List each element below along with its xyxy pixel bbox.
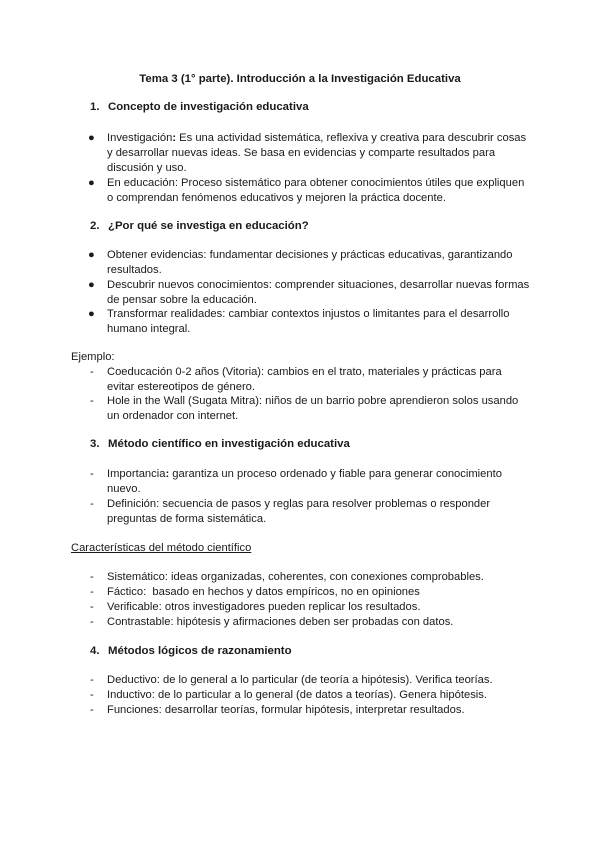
item-term: Sistemático [107,571,165,583]
item-text: comprender situaciones, desarrollar nuevas formas de pensar sobre la educación. [107,279,530,306]
list-item [90,585,532,600]
bullet-marker: ● [88,308,95,320]
list-item [90,394,532,424]
dash-marker: - [90,498,94,510]
dash-marker: - [90,571,94,583]
list-item [88,307,532,337]
section-title: Concepto de investigación educativa [108,101,309,113]
item-term: Transformar realidades [107,308,223,320]
item-separator: : [158,601,162,613]
item-term: En educación [107,177,175,189]
bullet-marker: ● [88,177,95,189]
dash-marker: - [90,468,94,480]
item-term: Obtener evidencias [107,249,204,261]
list-item [90,570,532,585]
item-term: Inductivo [107,689,152,701]
item-separator: : [170,616,174,628]
list-item [90,688,532,703]
item-text: Es una actividad sistemática, reflexiva y creativa para descubrir cosas y desarrollar nuevas ideas. Se basa en evidencias y comparte resultados para discusión y uso. [107,132,527,174]
item-separator: : [164,571,168,583]
bullet-marker: ● [88,279,95,291]
section-3-heading [90,438,350,450]
item-separator: : [222,308,226,320]
item-separator: : [156,674,160,686]
item-text: ideas organizadas, coherentes, con conexiones comprobables. [167,571,484,583]
item-separator: : [143,586,147,598]
section-4-heading [90,645,292,657]
list-item [90,365,532,395]
item-term: Verificable [107,601,159,613]
section-number: 1. [90,101,100,113]
item-text: otros investigadores pueden replicar los resultados. [161,601,421,613]
subheading: Características del método científico [71,542,252,554]
dash-marker: - [90,601,94,613]
item-term: Fáctico [107,586,144,598]
list-item [90,673,532,688]
item-text: hipótesis y afirmaciones deben ser probadas con datos. [173,616,454,628]
item-term: Deductivo [107,674,157,686]
section-2-heading [90,220,309,232]
list-item [90,467,532,497]
item-separator: : [268,279,272,291]
example-label: Ejemplo: [71,351,115,363]
dash-marker: - [90,689,94,701]
list-item [90,497,532,527]
item-separator: : [158,704,162,716]
section-number: 4. [90,645,100,657]
item-text: basado en hechos y datos empíricos, no en opiniones [146,586,420,598]
item-separator: : [258,395,263,407]
item-text: niños de un barrio pobre aprendieron solos usando un ordenador con internet. [107,395,519,422]
list-item [88,278,532,308]
item-term: Funciones [107,704,159,716]
dash-marker: - [90,366,94,378]
list-item [90,703,532,718]
item-separator: : [174,177,178,189]
item-term: Importancia [107,468,166,480]
item-text: cambios en el trato, materiales y prácticas para evitar estereotipos de género. [107,366,502,393]
item-text: garantiza un proceso ordenado y fiable para generar conocimiento nuevo. [107,468,502,495]
item-text: fundamentar decisiones y prácticas educativas, garantizando resultados. [107,249,513,276]
list-item [88,131,532,176]
section-1-heading [90,101,309,113]
list-item [90,615,532,630]
item-term: Investigación [107,132,173,144]
dash-marker: - [90,395,94,407]
item-term: Hole in the Wall (Sugata Mitra) [107,395,259,407]
dash-marker: - [90,586,94,598]
item-text: secuencia de pasos y reglas para resolver problemas o responder preguntas de forma sistemática. [107,498,491,525]
section-number: 3. [90,438,100,450]
list-item [90,600,532,615]
section-title: Métodos lógicos de razonamiento [108,645,292,657]
section-title: ¿Por qué se investiga en educación? [108,220,309,232]
item-separator: : [261,366,265,378]
item-text: de lo general a lo particular (de teoría a hipótesis). Verifica teorías. [159,674,493,686]
item-separator: : [172,132,177,144]
list-item [88,176,532,206]
item-text: Proceso sistemático para obtener conocimientos útiles que expliquen o comprendan fenómenos educativos y mejoren la práctica docente. [107,177,525,204]
item-separator: : [203,249,207,261]
item-text: de lo particular a lo general (de datos a teorías). Genera hipótesis. [154,689,487,701]
item-text: cambiar contextos injustos o limitantes para el desarrollo humano integral. [107,308,510,335]
list-item [88,248,532,278]
item-term: Contrastable [107,616,171,628]
dash-marker: - [90,674,94,686]
item-term: Descubrir nuevos conocimientos [107,279,269,291]
item-separator: : [151,689,155,701]
item-text: desarrollar teorías, formular hipótesis, interpretar resultados. [161,704,465,716]
section-number: 2. [90,220,100,232]
section-title: Método científico en investigación educativa [108,438,350,450]
item-separator: : [165,468,170,480]
document-title: Tema 3 (1° parte). Introducción a la Investigación Educativa [139,73,461,85]
bullet-marker: ● [88,132,95,144]
dash-marker: - [90,616,94,628]
item-separator: : [156,498,160,510]
dash-marker: - [90,704,94,716]
item-term: Coeducación 0-2 años (Vitoria) [107,366,262,378]
bullet-marker: ● [88,249,95,261]
item-term: Definición [107,498,157,510]
